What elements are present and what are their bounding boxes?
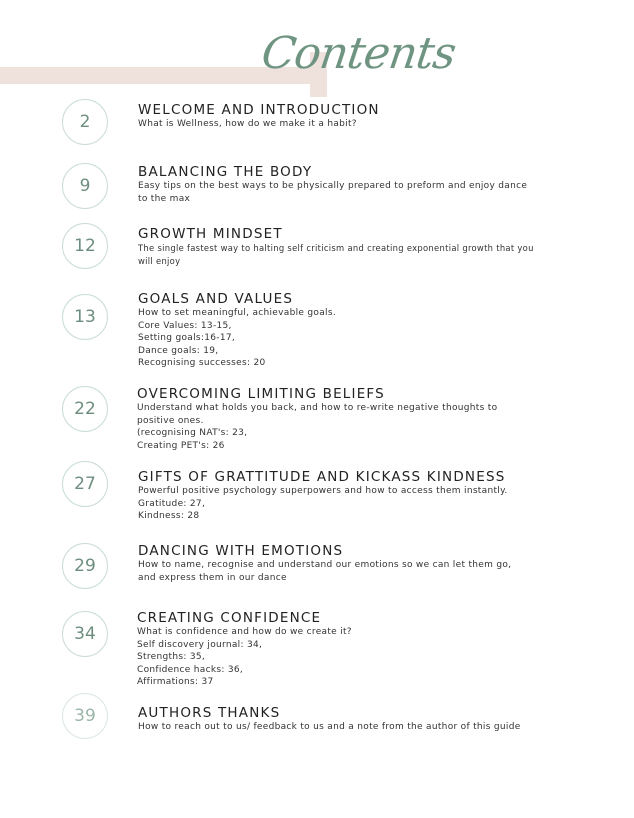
section-description: Self discovery journal: 34, bbox=[137, 639, 263, 650]
section-description: Gratitude: 27, bbox=[138, 498, 206, 509]
section-description: (recognising NAT's: 23, bbox=[137, 428, 248, 438]
section-heading: AUTHORS THANKS bbox=[138, 705, 281, 721]
section-heading: DANCING WITH EMOTIONS bbox=[138, 543, 344, 559]
section-heading: WELCOME AND INTRODUCTION bbox=[138, 102, 380, 118]
section-description: Setting goals:16-17, bbox=[138, 333, 236, 343]
page-number-circle: 22 bbox=[62, 386, 108, 432]
section-heading: GIFTS OF GRATTITUDE AND KICKASS KINDNESS bbox=[138, 469, 506, 485]
section-description: Kindness: 28 bbox=[138, 511, 200, 521]
section-description: Strengths: 35, bbox=[137, 652, 206, 662]
section-heading: GROWTH MINDSET bbox=[138, 226, 283, 242]
page-number-circle: 39 bbox=[62, 693, 108, 739]
section-description: How to reach out to us/ feedback to us and a note from the author of this guide bbox=[138, 722, 521, 732]
page-number-circle: 27 bbox=[62, 461, 108, 507]
section-description: Powerful positive psychology superpowers and how to access them instantly. bbox=[138, 486, 508, 496]
section-description: Dance goals: 19, bbox=[138, 345, 219, 356]
page-title: Contents bbox=[258, 28, 459, 79]
section-description: Affirmations: 37 bbox=[137, 677, 214, 687]
section-description: and express them in our dance bbox=[138, 572, 287, 583]
section-description: Creating PET's: 26 bbox=[137, 440, 225, 451]
section-description: The single fastest way to halting self criticism and creating exponential growth that you bbox=[138, 243, 534, 253]
section-description: What is confidence and how do we create it? bbox=[137, 627, 352, 637]
section-description: Confidence hacks: 36, bbox=[137, 664, 244, 675]
section-description: to the max bbox=[138, 193, 191, 204]
section-description: Core Values: 13-15, bbox=[138, 320, 232, 331]
section-description: Recognising successes: 20 bbox=[138, 358, 266, 368]
page-number-circle: 2 bbox=[62, 99, 108, 145]
section-description: How to set meaningful, achievable goals. bbox=[138, 308, 336, 318]
page-number-circle: 9 bbox=[62, 163, 108, 209]
page-number-circle: 29 bbox=[62, 543, 108, 589]
section-description: positive ones. bbox=[137, 415, 204, 426]
section-description: How to name, recognise and understand our emotions so we can let them go, bbox=[138, 560, 512, 570]
section-heading: OVERCOMING LIMITING BELIEFS bbox=[137, 386, 385, 402]
section-heading: BALANCING THE BODY bbox=[138, 164, 313, 180]
section-description: What is Wellness, how do we make it a habit? bbox=[138, 119, 357, 129]
page-number-circle: 13 bbox=[62, 294, 108, 340]
section-description: Understand what holds you back, and how to re-write negative thoughts to bbox=[137, 403, 498, 413]
page-number-circle: 34 bbox=[62, 611, 108, 657]
page-number-circle: 12 bbox=[62, 223, 108, 269]
section-description: Easy tips on the best ways to be physically prepared to preform and enjoy dance bbox=[138, 181, 528, 191]
section-description: will enjoy bbox=[138, 255, 181, 266]
section-heading: CREATING CONFIDENCE bbox=[137, 610, 322, 626]
section-heading: GOALS AND VALUES bbox=[138, 291, 294, 307]
